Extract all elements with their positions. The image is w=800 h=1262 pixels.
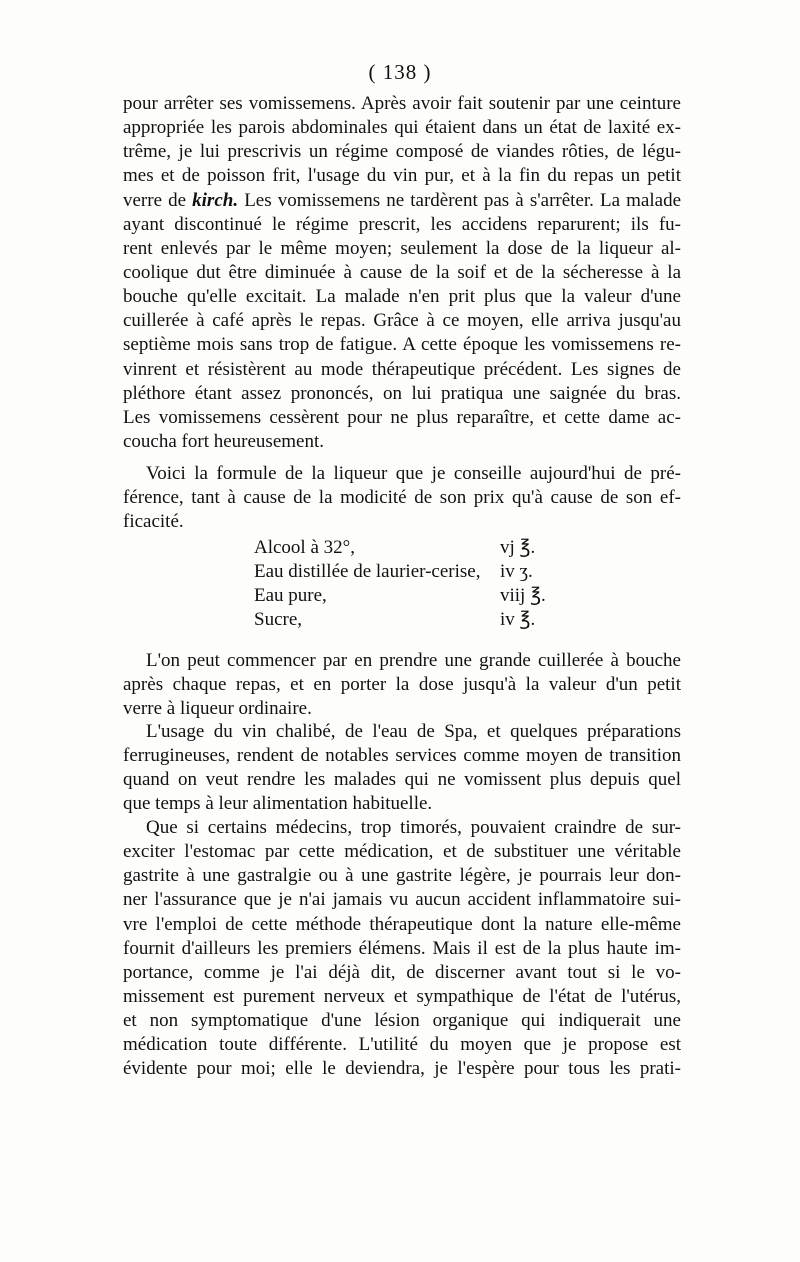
formula-row	[254, 608, 574, 632]
text-line: appropriée les parois abdominales qui étaient dans un état de laxité ex-	[123, 117, 681, 139]
formula-ingredient: Eau distillée de laurier-cerise,	[254, 561, 481, 583]
formula-row	[254, 536, 574, 560]
formula-amount: iv ℥.	[500, 609, 536, 631]
formula-ingredient: Sucre,	[254, 609, 303, 631]
text-line: bouche qu'elle excitait. La malade n'en prit plus que la valeur d'une	[123, 286, 681, 308]
formula-amount: vj ℥.	[500, 537, 536, 558]
text-line: médication toute différente. L'utilité du moyen que je propose est	[123, 1034, 681, 1056]
text-line: ficacité.	[123, 511, 184, 533]
text-line: après chaque repas, et en porter la dose jusqu'à la valeur d'un petit	[123, 674, 681, 696]
paragraph-kirch-treatment	[123, 92, 681, 454]
text-line: pour arrêter ses vomissemens. Après avoir fait soutenir par une ceinture	[123, 93, 681, 114]
text-line: que temps à leur alimentation habituelle.	[123, 793, 433, 815]
text-line: Que si certains médecins, trop timorés, pouvaient craindre de sur-	[146, 817, 681, 838]
text-fragment: Les vomissemens ne tardèrent pas à s'arrêter. La malade	[244, 189, 681, 211]
text-line: vre l'emploi de cette méthode thérapeutique dont la nature elle-même	[123, 913, 681, 935]
formula-row	[254, 560, 574, 584]
paragraph-dosage	[123, 649, 681, 721]
text-line: septième mois sans trop de fatigue. A cette époque les vomissemens re-	[123, 334, 681, 356]
text-line: férence, tant à cause de la modicité de son prix qu'à cause de son ef-	[123, 487, 681, 509]
formula-ingredient: Eau pure,	[254, 585, 327, 607]
text-line: quand on veut rendre les malades qui ne vomissent plus depuis quel	[123, 769, 681, 791]
text-line: ayant discontinué le régime prescrit, les accidens reparurent; ils fu-	[123, 213, 681, 235]
text-line: L'on peut commencer par en prendre une grande cuillerée à bouche	[146, 650, 681, 671]
text-line-with-italic	[123, 189, 681, 213]
text-line: gastrite à une gastralgie ou à une gastrite légère, je pourrais leur don-	[123, 865, 681, 887]
text-line: verre à liqueur ordinaire.	[123, 698, 312, 720]
page-number: ( 138 )	[368, 60, 432, 84]
text-line: Voici la formule de la liqueur que je conseille aujourd'hui de pré-	[146, 463, 681, 484]
text-line: fournit d'ailleurs les premiers élémens. Mais il est de la plus haute im-	[123, 937, 681, 959]
paragraph-formula-intro	[123, 462, 681, 534]
text-line: ner l'assurance que je n'ai jamais vu aucun accident inflammatoire sui-	[123, 889, 681, 911]
text-fragment: verre de	[123, 189, 193, 211]
text-line: coucha fort heureusement.	[123, 430, 324, 452]
text-line: vinrent et résistèrent au mode thérapeutique précédent. Les signes de	[123, 358, 681, 380]
text-line: rent enlevés par le même moyen; seulement la dose de la liqueur al-	[123, 237, 681, 259]
text-line: trême, je lui prescrivis un régime composé de viandes rôties, de légu-	[123, 141, 681, 163]
text-line: et non symptomatique d'une lésion organique qui indiquerait une	[123, 1010, 681, 1032]
formula-ingredient: Alcool à 32°,	[254, 537, 355, 558]
formula-amount: viij ℥.	[500, 585, 546, 607]
text-line: cuillerée à café après le repas. Grâce à ce moyen, elle arriva jusqu'au	[123, 310, 681, 332]
text-line: ferrugineuses, rendent de notables services comme moyen de transition	[123, 745, 681, 767]
text-line: évidente pour moi; elle le deviendra, je l'espère pour tous les prati-	[123, 1058, 681, 1080]
text-line: L'usage du vin chalibé, de l'eau de Spa, et quelques préparations	[146, 721, 681, 742]
paragraph-iron-preparations	[123, 720, 681, 817]
text-line: exciter l'estomac par cette médication, et de substituer une véritable	[123, 841, 681, 863]
formula-amount: iv ʒ.	[500, 561, 533, 583]
text-line: portance, comme je l'ai déjà dit, de discerner avant tout si le vo-	[123, 961, 681, 983]
text-line: pléthore étant assez prononcés, on lui pratiqua une saignée du bras.	[123, 382, 681, 404]
text-line: mes et de poisson frit, l'usage du vin pur, et à la fin du repas un petit	[123, 165, 681, 187]
text-line: missement est purement nerveux et sympathique de l'état de l'utérus,	[123, 985, 681, 1007]
paragraph-physicians-concern	[123, 816, 681, 1082]
text-line: Les vomissemens cessèrent pour ne plus reparaître, et cette dame ac-	[123, 406, 681, 428]
italic-word-kirch: kirch.	[192, 189, 239, 211]
text-line: coolique dut être diminuée à cause de la soif et de la sécheresse à la	[123, 261, 681, 283]
formula-table	[254, 536, 574, 633]
formula-row	[254, 584, 574, 608]
